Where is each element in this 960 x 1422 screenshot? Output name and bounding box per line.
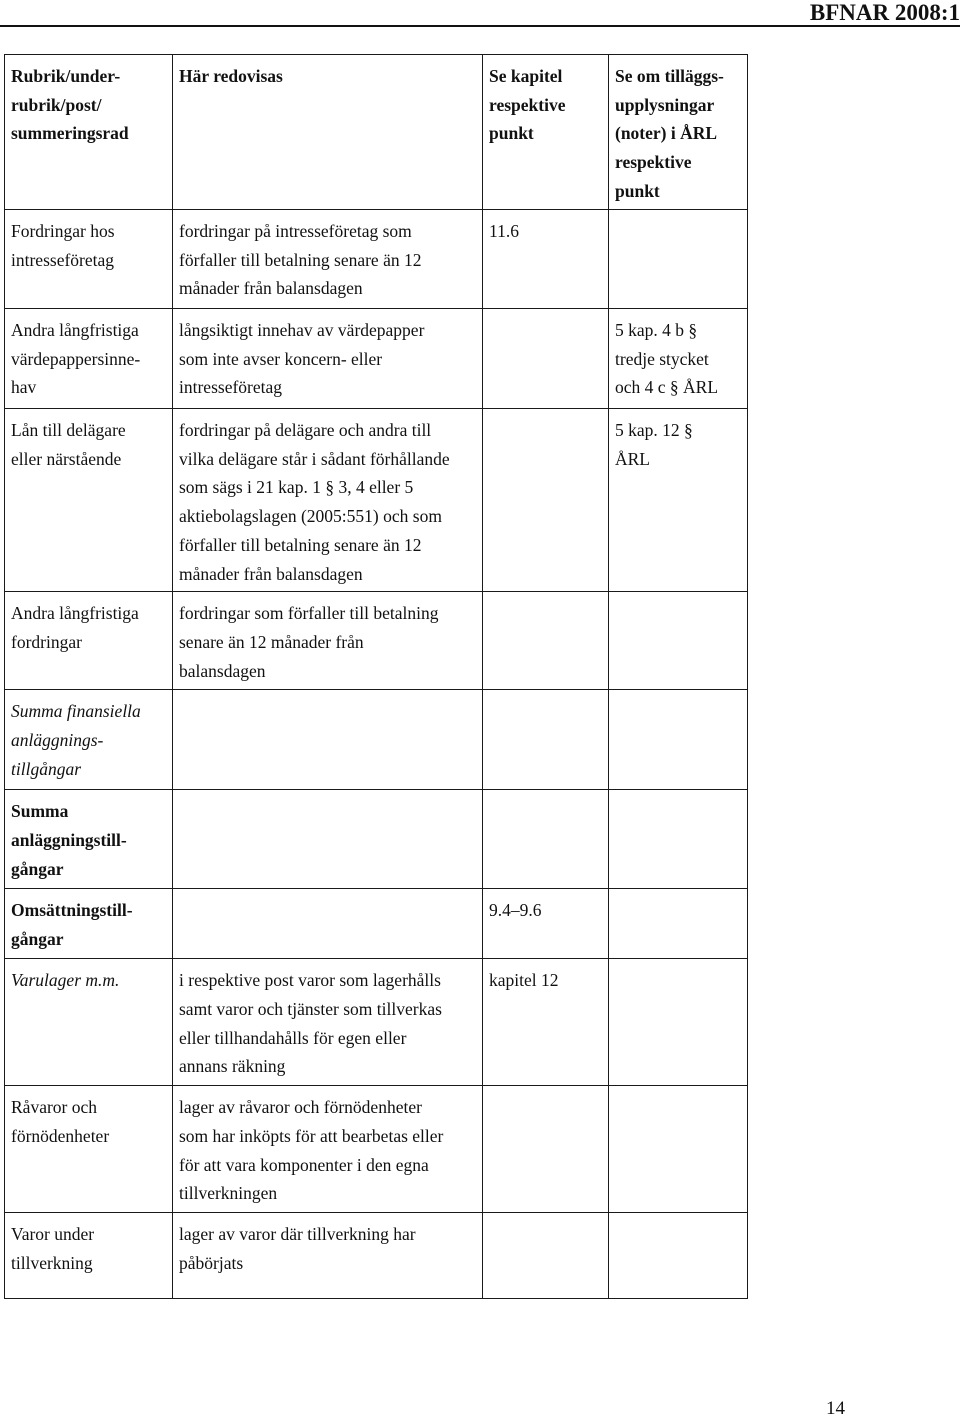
cell-line: ÅRL (615, 448, 650, 469)
cell-line: för att vara komponenter i den egna (179, 1154, 429, 1175)
cell-line: och 4 c § ÅRL (615, 377, 719, 398)
cell-line: Lån till delägare (11, 420, 126, 440)
document-id: BFNAR 2008:1 (809, 0, 960, 25)
table-row (5, 592, 748, 690)
cell-line: månader från balansdagen (179, 563, 363, 584)
cell-line: 11.6 (489, 221, 519, 241)
cell-line: Fordringar hos (11, 221, 115, 241)
cell-line: påbörjats (179, 1252, 244, 1273)
cell-line: Andra långfristiga (11, 603, 139, 624)
cell-notes (609, 592, 748, 690)
cell-content (173, 409, 483, 592)
cell-content (173, 889, 483, 959)
cell-line: lager av varor där tillverkning har (179, 1224, 416, 1245)
cell-chapter (483, 959, 609, 1086)
cell-line: tillverkning (11, 1252, 93, 1273)
cell-line: 5 kap. 12 § (615, 420, 693, 440)
cell-heading (5, 309, 173, 409)
cell-notes (609, 690, 748, 790)
header-cell-heading: Rubrik/under- rubrik/post/ summeringsrad (5, 55, 173, 210)
cell-line: Varulager m.m. (11, 970, 120, 991)
cell-line: tredje stycket (615, 348, 709, 369)
cell-line: samt varor och tjänster som tillverkas (179, 998, 442, 1019)
cell-line: senare än 12 månader från (179, 631, 364, 652)
cell-line: månader från balansdagen (179, 278, 363, 299)
cell-line: fordringar på intresseföretag som (179, 221, 412, 241)
cell-line: tillverkningen (179, 1183, 278, 1204)
cell-heading (5, 409, 173, 592)
table-row (5, 690, 748, 790)
cell-line: fordringar som förfaller till betalning (179, 603, 439, 624)
cell-line: som sägs i 21 kap. 1 § 3, 4 eller 5 (179, 477, 414, 498)
cell-line: 9.4–9.6 (489, 900, 542, 921)
cell-line: långsiktigt innehav av värdepapper (179, 320, 425, 340)
cell-notes (609, 1086, 748, 1213)
cell-line: gångar (11, 928, 64, 949)
cell-line: anläggnings- (11, 729, 104, 750)
cell-line: Summa finansiella (11, 701, 141, 722)
cell-chapter (483, 309, 609, 409)
table-row (5, 1213, 748, 1299)
cell-line: Andra långfristiga (11, 320, 139, 340)
cell-line: annans räkning (179, 1056, 286, 1077)
page-number: 14 (826, 1398, 845, 1419)
cell-content (173, 210, 483, 309)
cell-line: lager av råvaror och förnödenheter (179, 1097, 422, 1118)
cell-line: 5 kap. 4 b § (615, 320, 698, 340)
cell-notes (609, 210, 748, 309)
table-row (5, 1086, 748, 1213)
cell-notes (609, 790, 748, 889)
table-row (5, 889, 748, 959)
cell-heading (5, 592, 173, 690)
table-body (5, 55, 748, 1299)
cell-heading (5, 889, 173, 959)
cell-notes (609, 309, 748, 409)
cell-line: kapitel 12 (489, 970, 559, 991)
header-cell-notes: Se om tilläggs- upplysningar (noter) i ÅRL respektive punkt (609, 55, 748, 210)
cell-line: som har inköpts för att bearbetas eller (179, 1125, 444, 1146)
cell-line: värdepappersinne- (11, 348, 141, 369)
cell-line: som inte avser koncern- eller (179, 348, 383, 369)
cell-line: aktiebolagslagen (2005:551) och som (179, 506, 442, 527)
header-cell-content: Här redovisas (173, 55, 483, 210)
cell-line: förfaller till betalning senare än 12 (179, 249, 422, 270)
cell-line: fordringar på delägare och andra till (179, 420, 432, 440)
cell-chapter (483, 592, 609, 690)
cell-line: tillgångar (11, 758, 82, 779)
cell-notes (609, 1213, 748, 1299)
cell-content (173, 592, 483, 690)
cell-line: förnödenheter (11, 1125, 110, 1146)
cell-content (173, 309, 483, 409)
cell-chapter (483, 889, 609, 959)
cell-chapter (483, 409, 609, 592)
balance-sheet-table (4, 54, 748, 1299)
table-row (5, 210, 748, 309)
cell-content (173, 690, 483, 790)
cell-line: i respektive post varor som lagerhålls (179, 970, 441, 991)
cell-line: hav (11, 377, 37, 398)
cell-chapter (483, 1086, 609, 1213)
table-row (5, 790, 748, 889)
cell-notes (609, 959, 748, 1086)
header-row (5, 55, 748, 210)
cell-content (173, 1213, 483, 1299)
cell-content (173, 1086, 483, 1213)
cell-notes (609, 409, 748, 592)
cell-line: eller närstående (11, 448, 122, 469)
cell-line: fordringar (11, 631, 82, 652)
cell-line: anläggningstill- (11, 829, 127, 850)
cell-line: balansdagen (179, 660, 266, 681)
cell-line: eller tillhandahålls för egen eller (179, 1027, 407, 1048)
cell-line: gångar (11, 858, 64, 879)
cell-heading (5, 690, 173, 790)
cell-chapter (483, 1213, 609, 1299)
cell-heading (5, 210, 173, 309)
cell-content (173, 959, 483, 1086)
cell-line: vilka delägare står i sådant förhållande (179, 448, 450, 469)
header-cell-chapter: Se kapitel respektive punkt (483, 55, 609, 210)
cell-line: intresseföretag (179, 377, 283, 398)
cell-line: förfaller till betalning senare än 12 (179, 534, 422, 555)
cell-line: Summa (11, 801, 69, 822)
table-row (5, 309, 748, 409)
cell-line: intresseföretag (11, 249, 115, 270)
cell-heading (5, 790, 173, 889)
header-rule (0, 25, 960, 27)
cell-heading (5, 959, 173, 1086)
cell-notes (609, 889, 748, 959)
cell-heading (5, 1213, 173, 1299)
table-row (5, 409, 748, 592)
cell-content (173, 790, 483, 889)
cell-heading (5, 1086, 173, 1213)
cell-chapter (483, 790, 609, 889)
cell-line: Råvaror och (11, 1097, 98, 1118)
cell-chapter (483, 690, 609, 790)
cell-line: Omsättningstill- (11, 900, 133, 921)
table-row (5, 959, 748, 1086)
cell-line: Varor under (11, 1224, 95, 1245)
cell-chapter (483, 210, 609, 309)
